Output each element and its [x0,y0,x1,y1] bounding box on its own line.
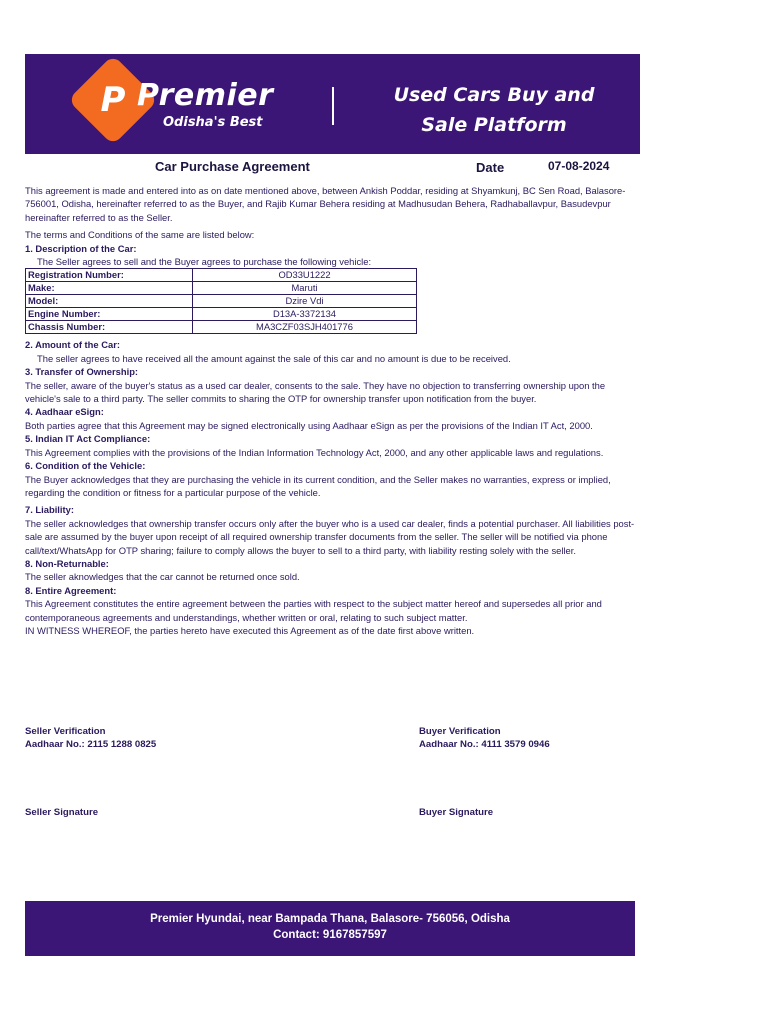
vehicle-value: MA3CZF03SJH401776 [193,321,417,334]
section-8a-text: The seller aknowledges that the car cannot be returned once sold. [25,571,300,583]
section-2-text: The seller agrees to have received all the amount against the sale of this car and no amount is due to be received. [37,352,511,364]
table-row [26,321,417,334]
header-divider [332,87,334,125]
table-row [26,282,417,295]
section-5-text: This Agreement complies with the provisions of the Indian Information Technology Act, 2000, and any other applicable laws and regulations. [25,446,604,458]
vehicle-value: Maruti [193,282,417,295]
footer-banner [25,901,635,956]
tagline-line-2: Sale Platform [421,114,567,136]
brand-tagline: Odisha's Best [163,115,263,130]
witness-statement: IN WITNESS WHEREOF, the parties hereto have executed this Agreement as of the date first above written. [25,624,475,636]
section-7-heading: 7. Liability: [25,504,74,516]
brand-name: Premier [137,78,274,113]
vehicle-label: Make: [26,282,193,295]
vehicle-value: D13A-3372134 [193,308,417,321]
logo-letter: P [100,80,126,120]
vehicle-value: OD33U1222 [193,269,417,282]
terms-intro: The terms and Conditions of the same are listed below: [25,229,255,241]
header-banner [25,54,640,154]
seller-verification [25,725,156,752]
section-6-heading: 6. Condition of the Vehicle: [25,460,146,472]
section-3-text: The seller, aware of the buyer's status as a used car dealer, consents to the sale. They have no objection to transferring ownership upon the vehicle's sale to a third party. The seller commits to sharing the OTP for ownership transfer upon notification from the buyer. [25,379,606,405]
footer-contact: Contact: 9167857597 [273,929,387,941]
section-8a-heading: 8. Non-Returnable: [25,557,109,569]
section-3-heading: 3. Transfer of Ownership: [25,366,139,378]
section-8b-text: This Agreement constitutes the entire agreement between the parties with respect to the subject matter hereof and supersedes all prior and contemporaneous agreements and understandings, whether written or oral, relating to such subject matter. [25,598,602,623]
buyer-verification [419,725,550,752]
buyer-verification-title: Buyer Verification [419,726,501,737]
vehicle-label: Engine Number: [26,308,193,321]
intro-paragraph: This agreement is made and entered into as on date mentioned above, between Ankish Poddar, residing at Shyamkunj, BC Sen Road, Balasore- 756001, Odisha, hereinafter referred to as the Buyer, and Rajib Kumar Behera residing at Madhusudan Behera, Radhaballavpur, Basudevpur hereinafter referred to as the Seller. [25,185,626,223]
table-row [26,269,417,282]
vehicle-label: Chassis Number: [26,321,193,334]
vehicle-label: Registration Number: [26,269,193,282]
agreement-body [25,184,635,637]
seller-verification-title: Seller Verification [25,726,106,737]
buyer-signature-label: Buyer Signature [419,807,494,818]
vehicle-value: Dzire Vdi [193,295,417,308]
section-7-text: The seller acknowledges that ownership transfer occurs only after the buyer who is a used car dealer, finds a potential purchaser. All liabilities post-sale are assumed by the buyer upon receipt of all required ownership transfer documents from the seller. The seller will be notified via phone call/text/WhatsApp for OTP sharing; failure to comply allows the buyer to sell to a third party, with liability resting solely with the seller. [25,517,635,556]
tagline-line-1: Used Cars Buy and [393,84,595,106]
section-2-heading: 2. Amount of the Car: [25,339,120,351]
footer-address: Premier Hyundai, near Bampada Thana, Balasore- 756056, Odisha [150,913,510,925]
platform-tagline [359,80,629,140]
table-row [26,308,417,321]
vehicle-label: Model: [26,295,193,308]
vehicle-details-table [25,268,417,334]
section-4-heading: 4. Aadhaar eSign: [25,406,104,418]
document-title: Car Purchase Agreement [155,159,310,174]
date-label: Date [476,160,505,175]
section-4-text: Both parties agree that this Agreement may be signed electronically using Aadhaar eSign as per the provisions of the Indian IT Act, 2000. [25,419,593,431]
table-row [26,295,417,308]
seller-signature-label: Seller Signature [25,807,99,818]
section-5-heading: 5. Indian IT Act Compliance: [25,433,151,445]
section-6-text: The Buyer acknowledges that they are purchasing the vehicle in its current condition, and the Seller makes no warranties, express or implied, regarding the condition or fitness for a particular purpose of the vehicle. [25,473,611,498]
section-1-heading: 1. Description of the Car: [25,242,137,254]
date-value: 07-08-2024 [548,159,610,173]
section-8b-heading: 8. Entire Agreement: [25,584,117,596]
buyer-aadhaar: Aadhaar No.: 4111 3579 0946 [419,739,550,751]
seller-aadhaar: Aadhaar No.: 2115 1288 0825 [25,739,157,751]
section-1-text: The Seller agrees to sell and the Buyer agrees to purchase the following vehicle: [37,256,372,268]
